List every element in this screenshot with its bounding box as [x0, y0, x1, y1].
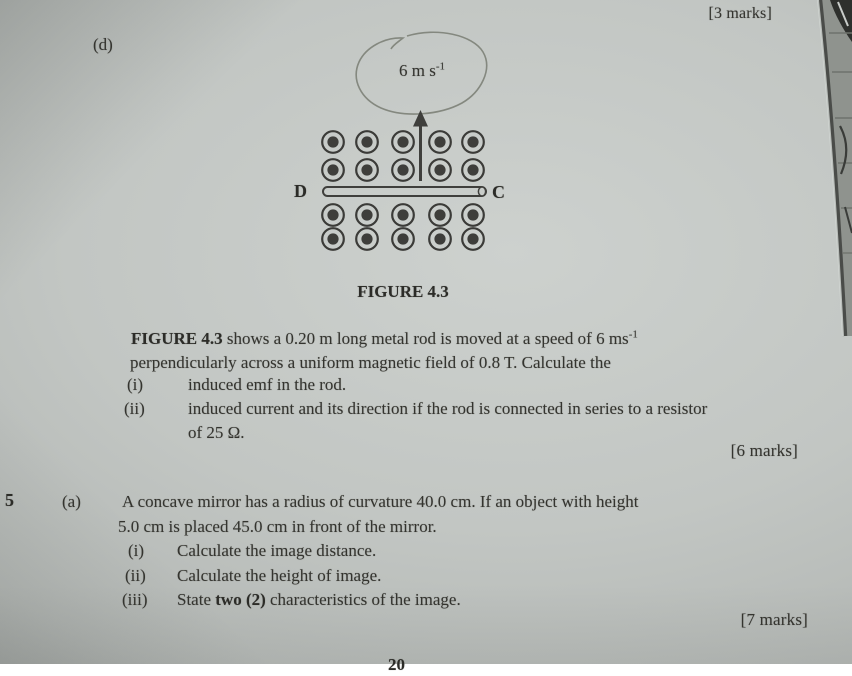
- q4d-body-line1: FIGURE 4.3 shows a 0.20 m long metal rod is moved at a speed of 6 $ms^{-1}$: [131, 328, 638, 348]
- field-out-of-page-icon: [322, 228, 344, 250]
- field-out-of-page-icon: [462, 228, 484, 250]
- page-number-partial: 20: [388, 655, 405, 674]
- part-label-d: (d): [93, 35, 113, 54]
- field-out-of-page-icon: [429, 228, 451, 250]
- field-out-of-page-icon: [322, 204, 344, 226]
- q5-item-ii-num: (ii): [125, 566, 146, 585]
- figure-caption: FIGURE 4.3: [357, 282, 449, 301]
- speed-label: 6 m $s^{-1}$: [399, 60, 446, 80]
- marks-7: [7 marks]: [740, 610, 808, 629]
- marks-3: [3 marks]: [708, 5, 772, 22]
- field-out-of-page-icon: [356, 228, 378, 250]
- field-out-of-page-icon: [356, 131, 378, 153]
- q4d-item-ii-text-line2: of 25 Ω.: [188, 423, 245, 442]
- q4d-body-line2: perpendicularly across a uniform magnetic field of 0.8 T. Calculate the: [130, 353, 611, 372]
- q5-part-label-a: (a): [62, 492, 81, 511]
- field-out-of-page-icon: [462, 131, 484, 153]
- question-number-5: 5: [5, 490, 14, 510]
- q5-item-i-text: Calculate the image distance.: [177, 541, 377, 560]
- q5-item-ii-text: Calculate the height of image.: [177, 566, 382, 585]
- q4d-item-ii-num: (ii): [124, 399, 145, 418]
- field-out-of-page-icon: [392, 228, 414, 250]
- field-out-of-page-icon: [392, 131, 414, 153]
- q5-intro-line2: 5.0 cm is placed 45.0 cm in front of the mirror.: [118, 517, 437, 536]
- field-out-of-page-icon: [462, 159, 484, 181]
- q4d-item-i-text: induced emf in the rod.: [188, 375, 347, 394]
- field-out-of-page-icon: [462, 204, 484, 226]
- field-out-of-page-icon: [429, 204, 451, 226]
- q5-item-iii-text: State two (2) characteristics of the image.: [177, 590, 461, 609]
- q5-item-iii-num: (iii): [122, 590, 148, 609]
- velocity-arrow-icon: [413, 110, 428, 181]
- rod-label-d: D: [294, 181, 307, 201]
- q4d-item-ii-text-line1: induced current and its direction if the rod is connected in series to a resistor: [188, 399, 708, 418]
- q5-intro-line1: A concave mirror has a radius of curvature 40.0 cm. If an object with height: [122, 492, 639, 511]
- field-out-of-page-icon: [356, 204, 378, 226]
- marks-6: [6 marks]: [730, 441, 798, 460]
- field-out-of-page-icon: [322, 159, 344, 181]
- field-out-of-page-icon: [392, 204, 414, 226]
- page-edge-and-notebook-behind: [818, 0, 852, 336]
- field-out-of-page-icon: [356, 159, 378, 181]
- q5-item-i-num: (i): [128, 541, 145, 560]
- field-out-of-page-icon: [429, 131, 451, 153]
- q4d-item-i-num: (i): [127, 375, 144, 394]
- field-out-of-page-icon: [322, 131, 344, 153]
- field-out-of-page-icon: [392, 159, 414, 181]
- rod-label-c: C: [492, 182, 505, 202]
- metal-rod: [323, 187, 486, 196]
- field-out-of-page-icon: [429, 159, 451, 181]
